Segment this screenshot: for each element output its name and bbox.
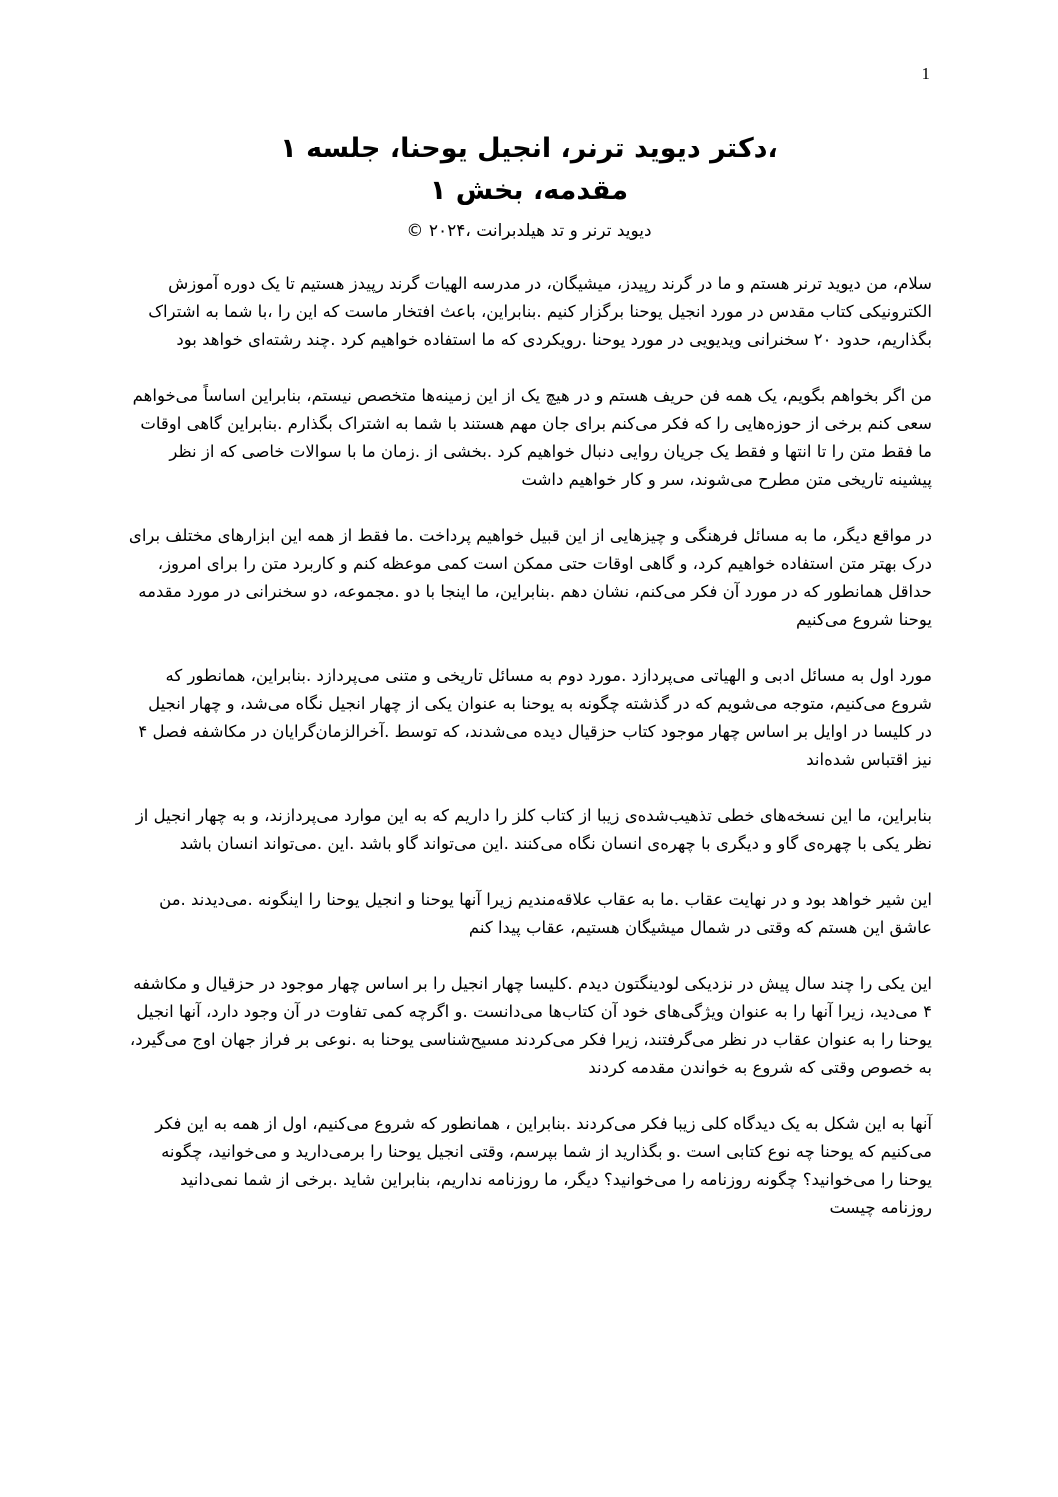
paragraph-4: مورد اول به مسائل ادبی و الهیاتی می‌پردازد .مورد دوم به مسائل تاریخی و متنی می‌پردازد .بنابراین، همانطور که شروع می‌کنیم، متوجه می‌شویم که در گذشته چگونه به یوحنا به عنوان یکی از چهار انجیل نگاه می‌شد، و چهار انجیل در کلیسا در اوایل بر اساس چهار موجود کتاب حزقیال دیده می‌شدند، که توسط .آخرالزمان‌گرایان در مکاشفه فصل ۴ نیز اقتباس شده‌اند bbox=[138, 666, 932, 769]
document-body bbox=[128, 270, 932, 1250]
paragraph-2: من اگر بخواهم بگویم، یک همه فن حریف هستم و در هیچ یک از این زمینه‌ها متخصص نیستم، بنابراین اساساً می‌خواهم سعی کنم برخی از حوزه‌هایی را که فکر می‌کنم برای جان مهم هستند با شما به اشتراک بگذارم .بنابراین گاهی اوقات ما فقط متن را تا انتها و فقط یک جریان روایی دنبال خواهیم کرد .بخشی از .زمان ما با سوالات خاصی که از نظر پیشینه تاریخی متن مطرح می‌شوند، سر و کار خواهیم داشت bbox=[132, 386, 932, 489]
paragraph-8: آنها به این شکل به یک دیدگاه کلی زیبا فکر می‌کردند .بنابراین ، همانطور که شروع می‌کنیم، اول از همه به این فکر می‌کنیم که یوحنا چه نوع کتابی است .و بگذارید از شما بپرسم، وقتی انجیل یوحنا را برمی‌دارید و می‌خوانید، چگونه یوحنا را می‌خوانید؟ چگونه روزنامه را می‌خوانید؟ دیگر، ما روزنامه نداریم، بنابراین شاید .برخی از شما نمی‌دانید روزنامه چیست bbox=[155, 1114, 932, 1217]
paragraph-1: سلام، من دیوید ترنر هستم و ما در گرند رپیدز، میشیگان، در مدرسه الهیات گرند رپیدز هستیم تا یک دوره آموزش الکترونیکی کتاب مقدس در مورد انجیل یوحنا برگزار کنیم .بنابراین، باعث افتخار ماست که این را ،با شما به اشتراک بگذاریم، حدود ۲۰ سخنرانی ویدیویی در مورد یوحنا .رویکردی که ما استفاده خواهیم کرد .چند رشته‌ای خواهد بود bbox=[148, 274, 932, 349]
document-subtitle: دیوید ترنر و تد هیلدبرانت ،۲۰۲۴ © bbox=[406, 221, 652, 241]
paragraph-3: در مواقع دیگر، ما به مسائل فرهنگی و چیزهایی از این قبیل خواهیم پرداخت .ما فقط از همه این ابزارهای مختلف برای درک بهتر متن استفاده خواهیم کرد، و گاهی اوقات حتی ممکن است کمی موعظه کنم و کاربرد متن را برای امروز، حداقل همانطور که در مورد آن فکر می‌کنم، نشان دهم .بنابراین، ما اینجا با دو .مجموعه، دو سخنرانی در مورد مقدمه یوحنا شروع می‌کنیم bbox=[128, 526, 932, 629]
document-title-line-1: ،دکتر دیوید ترنر، انجیل یوحنا، جلسه ۱ bbox=[280, 133, 778, 164]
paragraph-6: این شیر خواهد بود و در نهایت عقاب .ما به عقاب علاقه‌مندیم زیرا آنها یوحنا و انجیل یوحنا را اینگونه .می‌دیدند .من عاشق این هستم که وقتی در شمال میشیگان هستیم، عقاب پیدا کنم bbox=[159, 890, 932, 937]
paragraph-5: بنابراین، ما این نسخه‌های خطی تذهیب‌شده‌ی زیبا از کتاب کلز را داریم که به این موارد می‌پردازند، و به چهار انجیل از نظر یکی با چهره‌ی گاو و دیگری با چهره‌ی انسان نگاه می‌کنند .این می‌تواند گاو باشد .این .می‌تواند انسان باشد bbox=[135, 806, 932, 853]
document-header bbox=[130, 128, 928, 246]
paragraph-7: این یکی را چند سال پیش در نزدیکی لودینگتون دیدم .کلیسا چهار انجیل را بر اساس چهار موجود در حزقیال و مکاشفه ۴ می‌دید، زیرا آنها را به عنوان ویژگی‌های خود آن کتاب‌ها می‌دانست .و اگرچه کمی تفاوت در آن وجود دارد، آنها انجیل یوحنا را به عنوان عقاب در نظر می‌گرفتند، زیرا فکر می‌کردند مسیح‌شناسی یوحنا به .نوعی بر فراز جهان اوج می‌گیرد، به خصوص وقتی که شروع به خواندن مقدمه کردند bbox=[129, 974, 932, 1077]
page-number: 1 bbox=[921, 64, 930, 83]
document-title-line-2: مقدمه، بخش ۱ bbox=[429, 175, 629, 206]
